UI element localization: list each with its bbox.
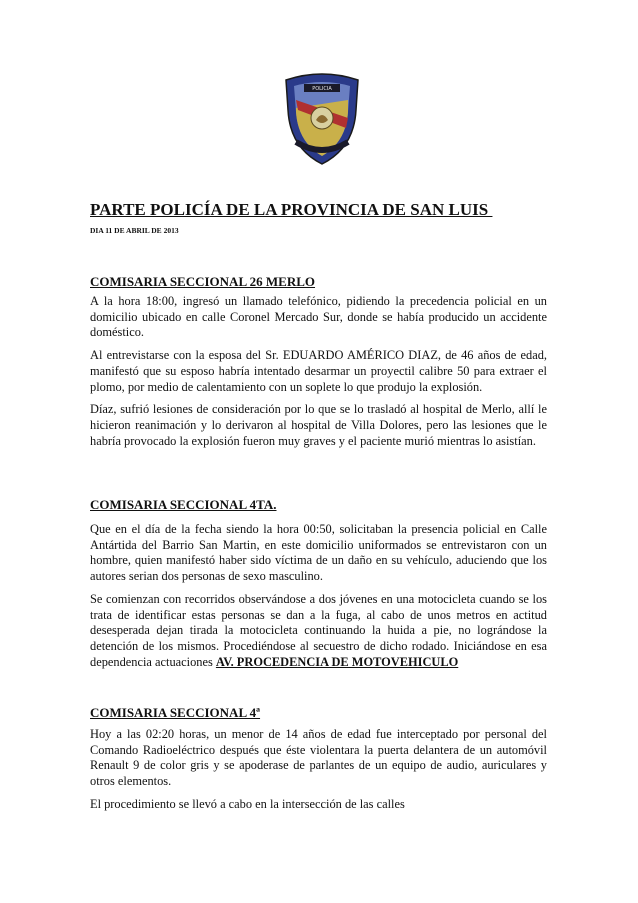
section-body-merlo [90, 294, 547, 449]
police-crest-logo [282, 70, 362, 166]
paragraph: El procedimiento se llevó a cabo en la intersección de las calles [90, 796, 405, 811]
svg-text:POLICIA: POLICIA [312, 86, 332, 92]
paragraph: Que en el día de la fecha siendo la hora 00:50, solicitaban la presencia policial en Calle Antártida del Barrio San Martin, en este domicilio uniformados se entrevistaron con un hombre, quien manifestó haber sido víctima de un daño en su vehículo, aduciendo que los autores serian dos personas de sexo masculino. [90, 522, 547, 584]
paragraph [90, 592, 547, 671]
paragraph: A la hora 18:00, ingresó un llamado telefónico, pidiendo la precedencia policial en un domicilio ubicado en calle Coronel Mercado Sur, donde se había producido un accidente doméstico. [90, 294, 547, 340]
section-heading-merlo: COMISARIA SECCIONAL 26 MERLO [90, 274, 316, 289]
paragraph: Hoy a las 02:20 horas, un menor de 14 años de edad fue interceptado por personal del Comando Radioeléctrico después que éste violentara la puerta delantera de un automóvil Renault 9 de color gris y se apoderase de parlantes de un equipo de audio, auriculares y otros elementos. [90, 727, 547, 789]
page-title: PARTE POLICÍA DE LA PROVINCIA DE SAN LUIS [90, 200, 493, 219]
procedure-label: AV. PROCEDENCIA DE MOTOVEHICULO [215, 654, 459, 669]
report-date: DIA 11 DE ABRIL DE 2013 [90, 226, 179, 235]
paragraph: Díaz, sufrió lesiones de consideración por lo que se lo trasladó al hospital de Merlo, allí le hicieron reanimación y lo derivaron al hospital de Villa Dolores, pero las lesiones que le habría provocado la explosión fueron muy graves y el paciente murió mientras lo asistían. [90, 402, 547, 448]
section-heading-4a: COMISARIA SECCIONAL 4ª [90, 705, 261, 720]
paragraph: Al entrevistarse con la esposa del Sr. EDUARDO AMÉRICO DIAZ, de 46 años de edad, manifestó que su esposo habría intentado desarmar un proyectil calibre 50 para extraer el plomo, por medio de calentamiento con un soplete lo que produjo la explosión. [90, 348, 547, 394]
section-body-4ta [90, 522, 547, 670]
section-body-4a [90, 727, 547, 813]
paragraph-text: Se comienzan con recorridos observándose a dos jóvenes en una motocicleta cuando se los trata de identificar estas personas se dan a la fuga, al cabo de unos metros en actitud desesperada dejan tirada la motocicleta continuando la huida a pie, no lográndose la detención de los mismos. Procediéndose al secuestro de dicho rodado. Iniciándose en esa dependencia actuaciones [90, 591, 547, 669]
section-heading-4ta: COMISARIA SECCIONAL 4TA. [90, 497, 277, 512]
